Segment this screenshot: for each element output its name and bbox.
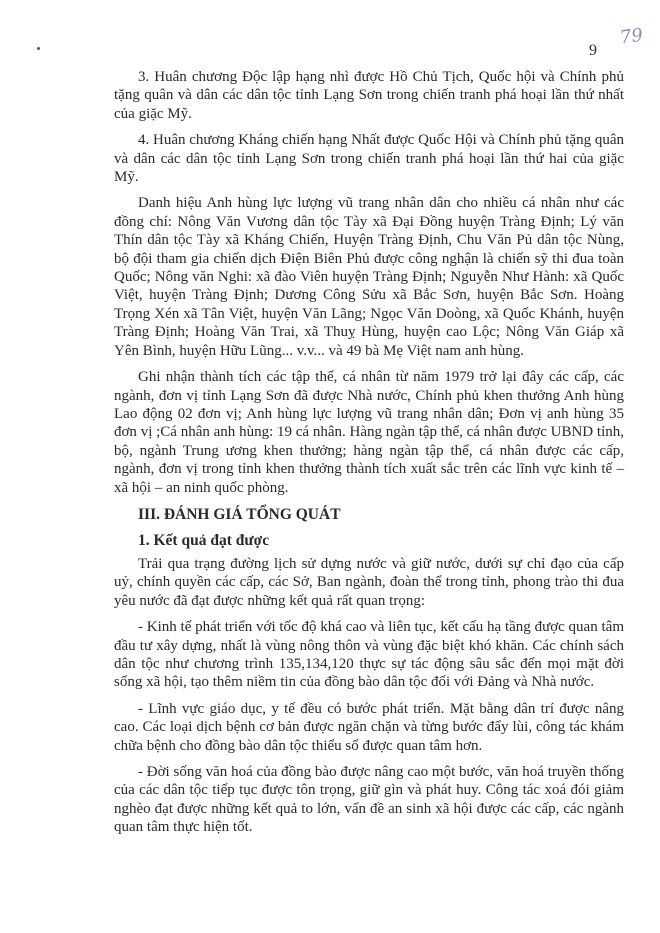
subsection-heading: 1. Kết quả đạt được: [138, 531, 270, 549]
paragraph-results-intro: Trải qua trạng đường lịch sử dựng nước và giữ nước, dưới sự chỉ đạo của cấp uỷ, chính quyền các cấp, các Sở, Ban ngành, đoàn thể trong tỉnh, phong trào thi đua yêu nước đã đạt được những kết quả rất quan trọng:: [114, 555, 624, 609]
paragraph-medal-resistance: 4. Huân chương Kháng chiến hạng Nhất được Quốc Hội và Chính phủ tặng quân và dân các dân tộc tỉnh Lạng Sơn trong chiến tranh phá hoại lần thứ hai của giặc Mỹ.: [114, 132, 624, 186]
paragraph-medal-independence: 3. Huân chương Độc lập hạng nhì được Hồ Chủ Tịch, Quốc hội và Chính phủ tặng quân và dân các dân tộc tỉnh Lạng Sơn trong chiến tranh phá hoại lần thứ nhất của giặc Mỹ.: [114, 69, 624, 122]
paragraph-results-economy: - Kinh tế phát triển với tốc độ khá cao và liên tục, kết cấu hạ tầng được quan tâm đầu tư xây dựng, nhất là vùng nông thôn và vùng đặc biệt khó khăn. Các chính sách dân tộc như chương trình 135,134,120 thực sự tác động sâu sắc đến mọi mặt đời sống xã hội, tạo thêm niềm tin của đồng bào dân tộc đối với Đảng và Nhà nước.: [114, 619, 624, 691]
section-heading: III. ĐÁNH GIÁ TỔNG QUÁT: [138, 505, 341, 523]
paragraph-results-culture: - Đời sống văn hoá của đồng bào được nâng cao một bước, văn hoá truyền thống của các dân tộc tiếp tục được tôn trọng, giữ gìn và phát huy. Công tác xoá đói giảm nghèo đạt được những kết quả to lớn, vấn đề an sinh xã hội được các cấp, các ngành quan tâm thực hiện tốt.: [114, 764, 624, 836]
paragraph-heroes-list: Danh hiệu Anh hùng lực lượng vũ trang nhân dân cho nhiều cá nhân như các đồng chí: Nông Văn Vương dân tộc Tày xã Đại Đồng huyện Tràng Định; Lý văn Thín dân tộc Tày xã Kháng Chiến, Huyện Tràng Định, Chu Văn Pủ dân tộc Nùng, bộ đội tham gia chiến dịch Điện Biên Phủ được công nghận là chiến sỹ thi đua toàn Quốc; Nông văn Nghi: xã đào Viên huyện Tràng Định; Nguyễn Như Hành: xã Quốc Việt, huyện Tràng Định; Dương Công Sửu xã Bắc Sơn, huyện Bắc Sơn. Hoàng Trọng Xén xã Tân Việt, huyện Văn Lãng; Ngọc Văn Doòng, xã Quốc Khánh, huyện Tràng Định; Hoàng Văn Trai, xã Thuỵ Hùng, huyện cao Lộc; Nông Văn Giáp xã Yên Bình, huyện Hữu Lũng... v.v... và 49 bà Mẹ Việt nam anh hùng.: [114, 195, 624, 359]
handwritten-page-mark: 79: [618, 24, 645, 49]
document-body: [114, 68, 624, 845]
paragraph-achievements-since-1979: Ghi nhận thành tích các tập thể, cá nhân từ năm 1979 trở lại đây các cấp, các ngành, đơn vị tỉnh Lạng Sơn đã được Nhà nước, Chính phủ khen thưởng Anh hùng Lao động 02 đơn vị; Anh hùng lực lượng vũ trang nhân dân; Đơn vị anh hùng 35 đơn vị ;Cá nhân anh hùng: 19 cá nhân. Hàng ngàn tập thể, cá nhân được UBND tỉnh, bộ, ngành Trung ương khen thưởng; hàng ngàn tập thể, cá nhân được các cấp, ngành, đơn vị trong tỉnh khen thưởng thành tích xuất sắc trên các lĩnh vực kinh tế – xã hội – an ninh quốc phòng.: [114, 369, 624, 496]
scan-speck: [37, 47, 40, 50]
paragraph-results-education-health: - Lĩnh vực giáo dục, y tế đều có bước phát triển. Mặt bằng dân trí được nâng cao. Các loại dịch bệnh cơ bản được ngăn chặn và từng bước đẩy lùi, công tác khám chữa bệnh cho đồng bào dân tộc thiểu số được quan tâm hơn.: [114, 700, 624, 754]
page-number: 9: [589, 42, 597, 59]
